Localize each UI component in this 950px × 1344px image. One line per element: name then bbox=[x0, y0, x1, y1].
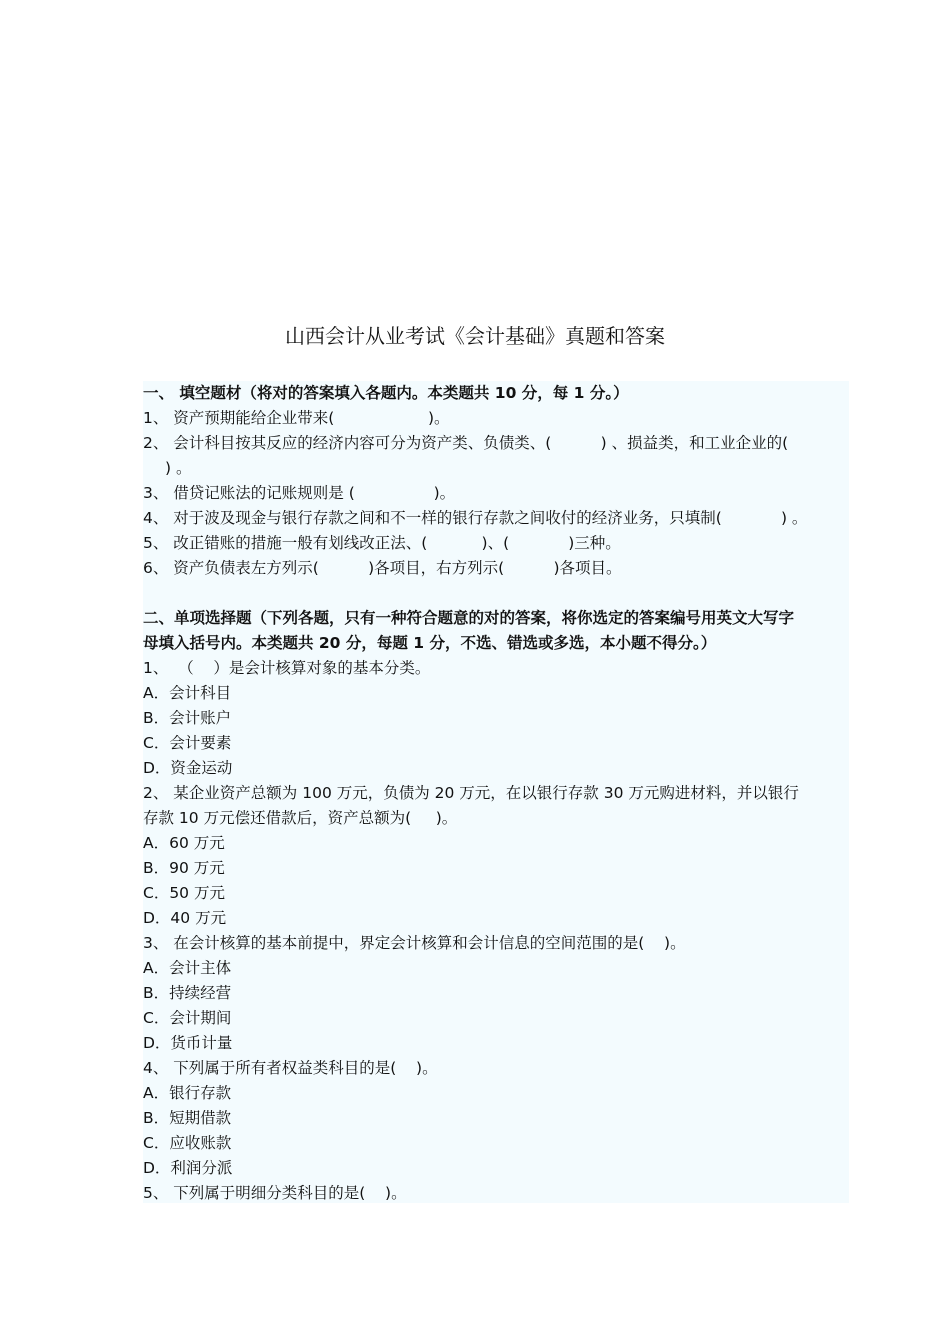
fill-blank-item: 1、 资产预期能给企业带来( )。 bbox=[143, 409, 450, 427]
question-option: D．货币计量 bbox=[143, 1034, 233, 1052]
question-option: D．40 万元 bbox=[143, 909, 227, 927]
question-option: C．应收账款 bbox=[143, 1134, 232, 1152]
question-stem: 3、 在会计核算的基本前提中，界定会计核算和会计信息的空间范围的是( )。 bbox=[143, 934, 686, 952]
question-option: B．持续经营 bbox=[143, 984, 232, 1002]
fill-blank-item: 3、 借贷记账法的记账规则是 ( )。 bbox=[143, 484, 456, 502]
fill-blank-item: 6、 资产负债表左方列示( )各项目，右方列示( )各项目。 bbox=[143, 559, 622, 577]
question-option: B．会计账户 bbox=[143, 709, 232, 727]
question-option: D．利润分派 bbox=[143, 1159, 233, 1177]
section-heading-single-choice-continuation: 母填入括号内。本类题共 20 分，每题 1 分，不选、错选或多选，本小题不得分。） bbox=[143, 634, 717, 652]
question-option: C．50 万元 bbox=[143, 884, 225, 902]
question-option: A．会计科目 bbox=[143, 684, 232, 702]
question-option: A．银行存款 bbox=[143, 1084, 232, 1102]
question-stem: 2、 某企业资产总额为 100 万元，负债为 20 万元，在以银行存款 30 万元购进材料，并以银行 bbox=[143, 784, 799, 802]
question-option: A．60 万元 bbox=[143, 834, 225, 852]
question-option: C．会计期间 bbox=[143, 1009, 232, 1027]
document-title: 山西会计从业考试《会计基础》真题和答案 bbox=[285, 324, 665, 348]
fill-blank-item-continuation: ) 。 bbox=[165, 459, 192, 477]
fill-blank-item: 5、 改正错账的措施一般有划线改正法、( )、( )三种。 bbox=[143, 534, 621, 552]
question-option: B．90 万元 bbox=[143, 859, 225, 877]
question-stem: 1、 （ ）是会计核算对象的基本分类。 bbox=[143, 659, 431, 677]
question-option: C．会计要素 bbox=[143, 734, 232, 752]
question-option: A．会计主体 bbox=[143, 959, 232, 977]
question-stem-continuation: 存款 10 万元偿还借款后，资产总额为( )。 bbox=[143, 809, 458, 827]
question-stem: 4、 下列属于所有者权益类科目的是( )。 bbox=[143, 1059, 438, 1077]
section-heading-single-choice: 二、单项选择题（下列各题，只有一种符合题意的对的答案，将你选定的答案编号用英文大写字 bbox=[143, 609, 795, 627]
question-option: D．资金运动 bbox=[143, 759, 233, 777]
spacer bbox=[143, 581, 849, 606]
question-option: B．短期借款 bbox=[143, 1109, 232, 1127]
fill-blank-item: 2、 会计科目按其反应的经济内容可分为资产类、负债类、( ) 、损益类，和工业企业的( bbox=[143, 434, 789, 452]
fill-blank-item: 4、 对于波及现金与银行存款之间和不一样的银行存款之间收付的经济业务，只填制( ) 。 bbox=[143, 509, 808, 527]
document-body bbox=[143, 381, 849, 1203]
question-stem: 5、 下列属于明细分类科目的是( )。 bbox=[143, 1184, 407, 1202]
section-heading-fill-blank: 一、 填空题材（将对的答案填入各题内。本类题共 10 分，每 1 分。） bbox=[143, 384, 629, 402]
